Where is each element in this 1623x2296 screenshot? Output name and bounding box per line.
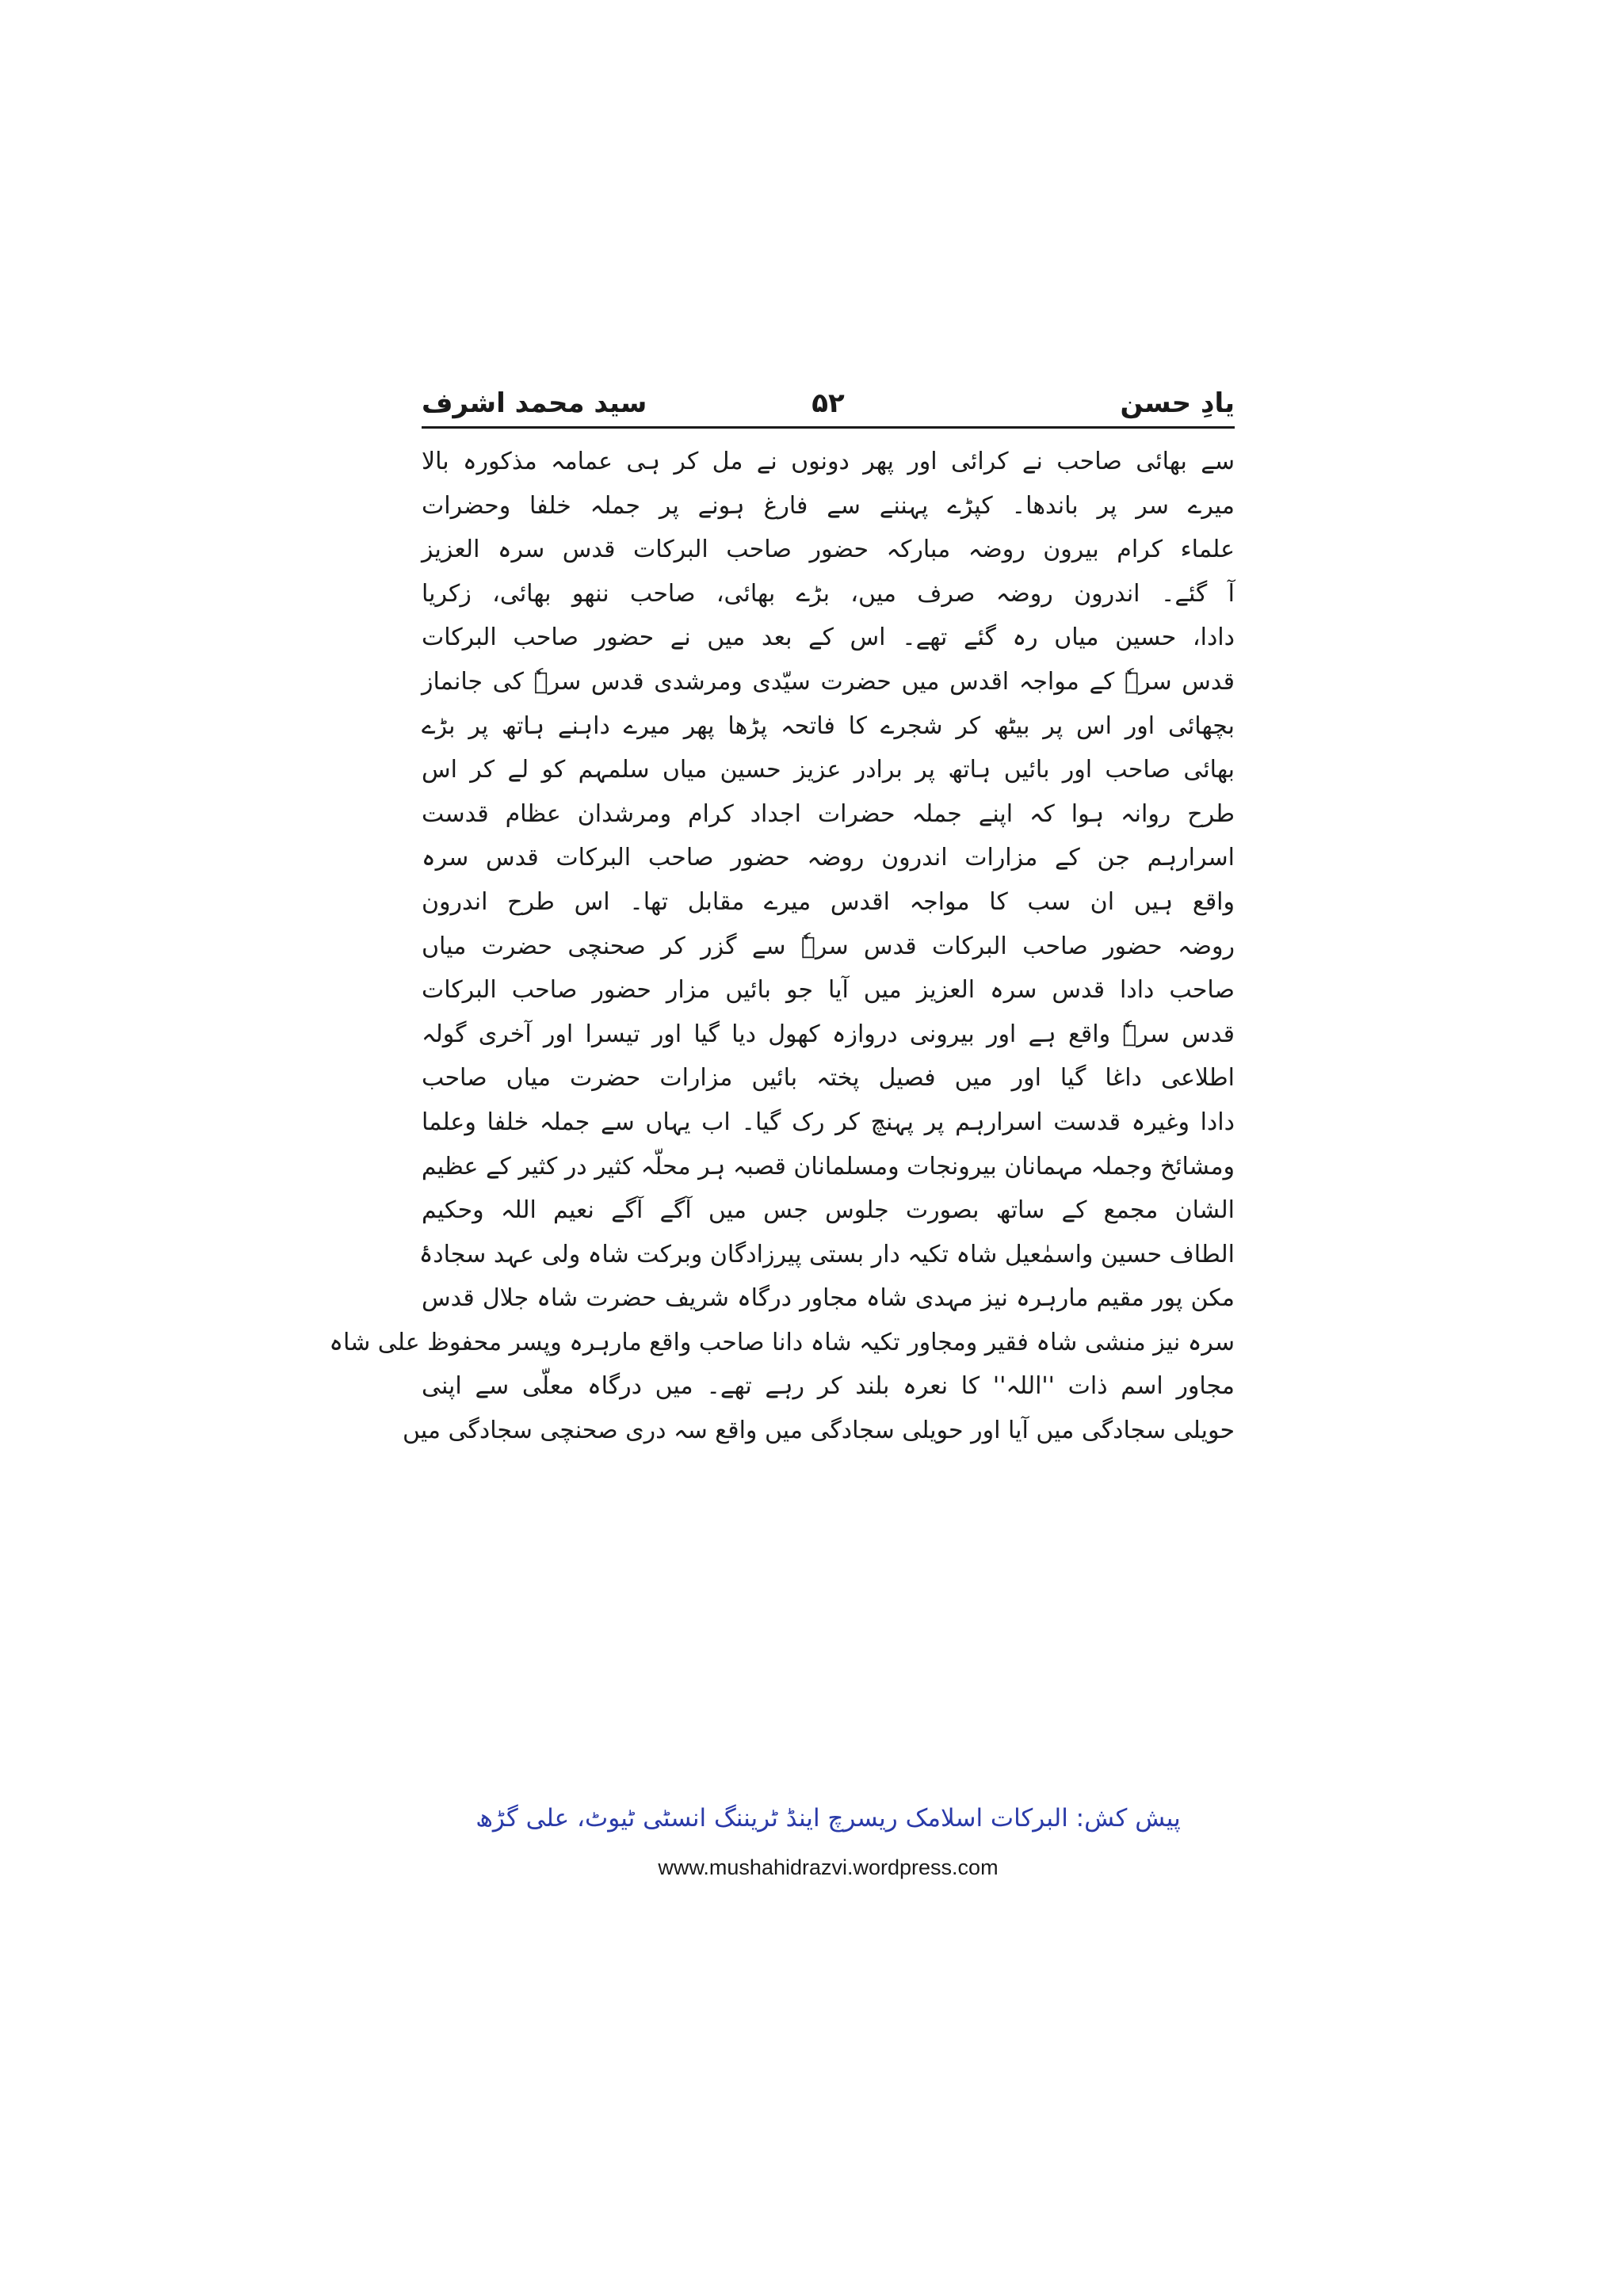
publisher-banner: پیش کش: البرکات اسلامک ریسرچ اینڈ ٹریننگ انسٹی ٹیوٹ، علی گڑھ	[475, 1804, 1181, 1833]
text-line: قدس سرہٗ واقع ہے اور بیرونی دروازہ کھول دیا گیا اور تیسرا اور آخری گولہ	[422, 1020, 1235, 1048]
website-url: www.mushahidrazvi.wordpress.com	[658, 1855, 999, 1879]
text-line: الشان مجمع کے ساتھ بصورت جلوس جس میں آگے آگے نعیم اللہ وحکیم	[422, 1196, 1235, 1225]
page-header	[422, 384, 1235, 432]
text-line: مکن پور مقیم مارہرہ نیز مہدی شاہ مجاور درگاہ شریف حضرت شاہ جلال قدس	[422, 1284, 1235, 1313]
page-number: ۵۲	[812, 387, 845, 419]
body-text	[329, 440, 1235, 1453]
text-line: مجاور اسم ذات ''اللہ'' کا نعرہ بلند کر رہے تھے۔ میں درگاہ معلّی سے اپنی	[422, 1372, 1235, 1401]
text-line: سرہ نیز منشی شاہ فقیر ومجاور تکیہ شاہ دانا صاحب واقع مارہرہ وپسر محفوظ علی شاہ	[329, 1328, 1235, 1356]
text-line: بچھائی اور اس پر بیٹھ کر شجرے کا فاتحہ پڑھا پھر میرے داہنے ہاتھ پر بڑے	[422, 711, 1235, 740]
text-line: روضہ حضور صاحب البرکات قدس سرہٗ سے گزر کر صحنچی حضرت میاں	[422, 932, 1235, 960]
text-line: علماء کرام بیرون روضہ مبارکہ حضور صاحب البرکات قدس سرہ العزیز	[422, 536, 1235, 564]
text-line: حویلی سجادگی میں آیا اور حویلی سجادگی میں واقع سہ دری صحنچی سجادگی میں	[403, 1417, 1235, 1445]
text-line: سے بھائی صاحب نے کرائی اور پھر دونوں نے مل کر ہی عمامہ مذکورہ بالا	[422, 448, 1235, 475]
text-line: بھائی صاحب اور بائیں ہاتھ پر برادر عزیز حسین میاں سلمہم کو لے کر اس	[422, 756, 1235, 784]
text-line: قدس سرہٗ کے مواجہ اقدس میں حضرت سیّدی ومرشدی قدس سرہٗ کی جانماز	[422, 667, 1235, 696]
text-line: اطلاعی داغا گیا اور میں فصیل پختہ بائیں مزارات حضرت میاں صاحب	[422, 1064, 1235, 1093]
header-rule	[422, 426, 1235, 429]
author-name: سید محمد اشرف	[422, 387, 647, 419]
text-line: آ گئے۔ اندرون روضہ صرف میں، بڑے بھائی، صاحب ننھو بھائی، زکریا	[422, 579, 1235, 608]
text-line: الطاف حسین واسمٰعیل شاہ تکیہ دار بستی پیرزادگان وبرکت شاہ ولی عہد سجادۂ	[418, 1240, 1235, 1268]
book-title: یادِ حسن	[1120, 387, 1235, 419]
text-line: صاحب دادا قدس سرہ العزیز میں آیا جو بائیں مزار حضور صاحب البرکات	[422, 976, 1235, 1005]
text-line: واقع ہیں ان سب کا مواجہ اقدس میرے مقابل تھا۔ اس طرح اندرون	[422, 887, 1235, 916]
text-line: دادا، حسین میاں رہ گئے تھے۔ اس کے بعد میں نے حضور صاحب البرکات	[422, 624, 1235, 652]
text-line: میرے سر پر باندھا۔ کپڑے پہننے سے فارغ ہونے پر جملہ خلفا وحضرات	[422, 491, 1235, 520]
text-line: طرح روانہ ہوا کہ اپنے جملہ حضرات اجداد کرام ومرشدان عظام قدست	[422, 799, 1235, 828]
text-line: اسرارہم جن کے مزارات اندرون روضہ حضور صاحب البرکات قدس سرہ	[422, 844, 1235, 872]
text-line: ومشائخ وجملہ مہمانان بیرونجات ومسلمانان قصبہ ہر محلّہ کثیر در کثیر کے عظیم	[421, 1152, 1235, 1180]
text-line: دادا وغیرہ قدست اسرارہم پر پہنچ کر رک گیا۔ اب یہاں سے جملہ خلفا وعلما	[422, 1108, 1235, 1136]
